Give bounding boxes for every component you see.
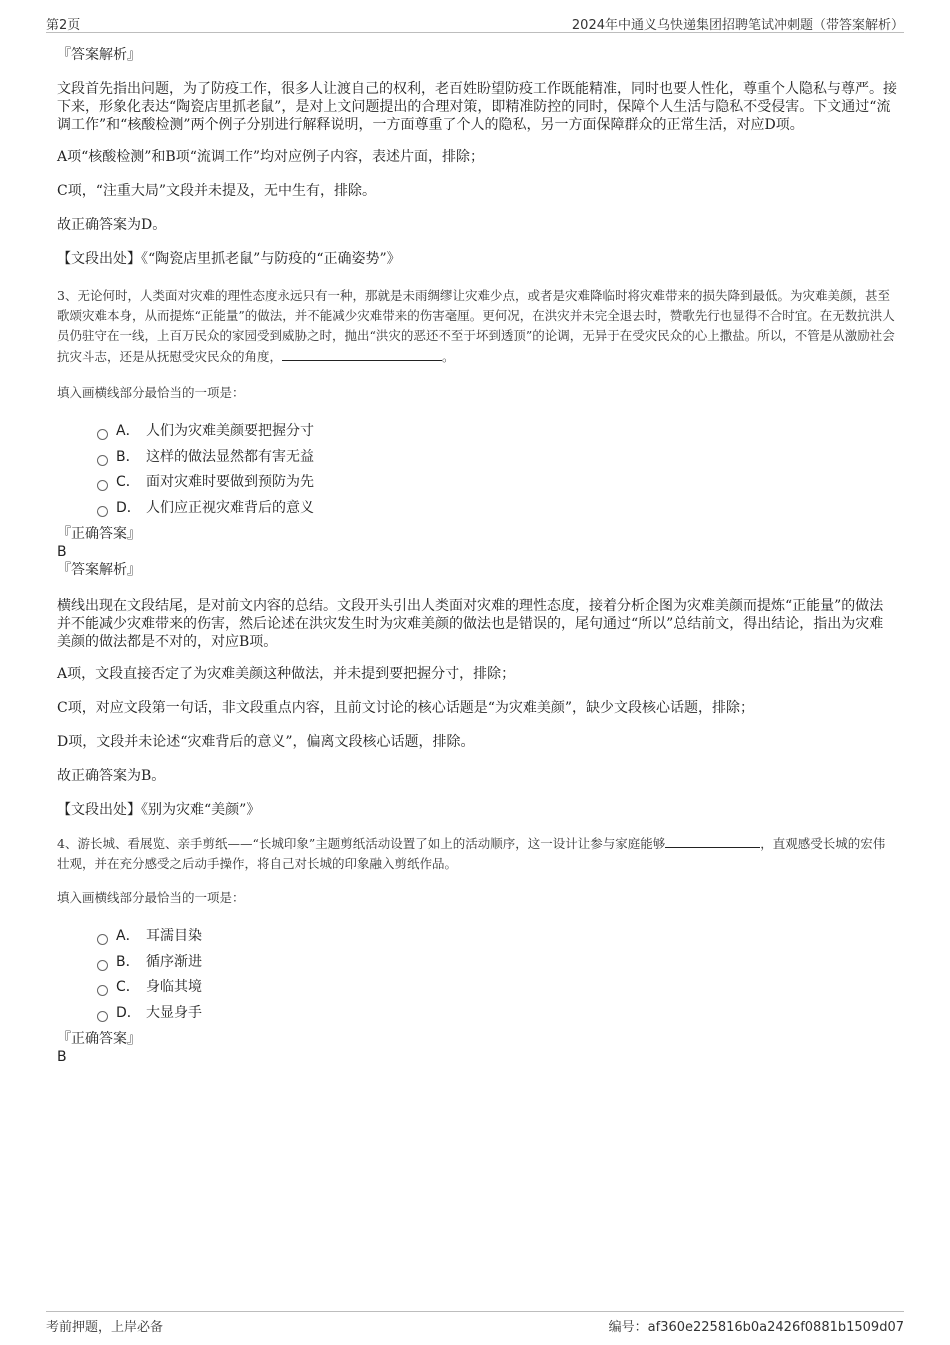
- option-text: 人们应正视灾难背后的意义: [146, 499, 314, 516]
- analysis-conclusion: 故正确答案为B。: [57, 768, 166, 784]
- option-letter: C．: [116, 474, 140, 490]
- option-c[interactable]: [97, 975, 897, 1001]
- analysis-label: 『答案解析』: [57, 47, 141, 63]
- option-letter: A．: [116, 928, 140, 944]
- option-a[interactable]: [97, 419, 897, 445]
- option-letter: B．: [116, 448, 140, 465]
- option-c[interactable]: [97, 470, 897, 496]
- option-letter: D．: [116, 499, 141, 516]
- option-text: 这样的做法显然都有害无益: [146, 448, 314, 465]
- question-3-stem: [57, 286, 897, 367]
- radio-button[interactable]: [97, 429, 108, 440]
- option-text: 人们为灾难美颜要把握分寸: [146, 423, 314, 439]
- radio-button[interactable]: [97, 960, 108, 971]
- page-footer: [46, 1311, 904, 1334]
- question-3-end: 。: [442, 349, 455, 364]
- question-4-prompt: 填入画横线部分最恰当的一项是：: [57, 890, 245, 905]
- option-letter: C．: [116, 979, 140, 995]
- analysis-text: 文段首先指出问题，为了防疫工作，很多人让渡自己的权利，老百姓盼望防疫工作既能精准，同时也要人性化，尊重个人隐私与尊严。接下来，形象化表达“陶瓷店里抓老鼠”，是对上文问题提出的合理对策，即精准防控的同时，保障个人生活与隐私不受侵害。下文通过“流调工作”和“核酸检测”两个例子分别进行解释说明，一方面尊重了个人的隐私，另一方面保障群众的正常生活，对应D项。: [57, 81, 897, 133]
- question-3-text: 3、无论何时，人类面对灾难的理性态度永远只有一种，那就是未雨绸缪让灾难少点，或者是灾难降临时将灾难带来的损失降到最低。为灾难美颜，甚至歌颂灾难本身，从而提炼“正能量”的做法，并不能减少灾难带来的伤害毫厘。更何况，在洪灾并未完全退去时，赞歌先行也显得不合时宜。在无数抗洪人员仍驻守在一线，上百万民众的家园受到威胁之时，抛出“洪灾的恶还不至于坏到透顶”的论调，无异于在受灾民众的心上撒盐。所以，不管是从激励社会抗灾斗志，还是从抚慰受灾民众的角度，: [57, 288, 895, 364]
- document-title: 2024年中通义乌快递集团招聘笔试冲刺题（带答案解析）: [571, 18, 904, 33]
- analysis-point-a: A项，文段直接否定了为灾难美颜这种做法，并未提到要把握分寸，排除；: [57, 666, 516, 682]
- radio-button[interactable]: [97, 1011, 108, 1022]
- question-3-blank: [282, 346, 442, 361]
- page-number: 第2页: [46, 18, 81, 33]
- option-text: 耳濡目染: [146, 928, 202, 944]
- question-4-text-end: ，直观感受长城的宏伟壮观，并在充分感受之后动手操作，将自己对长城的印象融入剪纸作品。: [57, 836, 886, 871]
- analysis-label: 『答案解析』: [57, 562, 141, 578]
- document-code: [609, 1316, 904, 1335]
- page-header: [46, 12, 904, 33]
- option-letter: D．: [116, 1004, 141, 1021]
- question-3-prompt: 填入画横线部分最恰当的一项是：: [57, 385, 245, 400]
- option-b[interactable]: [97, 950, 897, 976]
- analysis-text: 横线出现在文段结尾，是对前文内容的总结。文段开头引出人类面对灾难的理性态度，接着分析企图为灾难美颜而提炼“正能量”的做法并不能减少灾难带来的伤害，然后论述在洪灾发生时为灾难美颜的做法也是错误的，尾句通过“所以”总结前文，得出结论，指出为灾难美颜的做法都是不对的，对应B项。: [57, 598, 884, 650]
- correct-answer-label: 『正确答案』: [57, 1031, 141, 1047]
- option-text: 大显身手: [146, 1004, 202, 1021]
- question-4-stem: [57, 833, 897, 874]
- correct-answer-label: 『正确答案』: [57, 526, 141, 542]
- radio-button[interactable]: [97, 934, 108, 945]
- option-letter: B．: [116, 953, 140, 970]
- analysis-point-c: C项，“注重大局”文段并未提及，无中生有，排除。: [57, 183, 377, 199]
- footer-slogan: 考前押题，上岸必备: [46, 1320, 164, 1335]
- radio-button[interactable]: [97, 506, 108, 517]
- radio-button[interactable]: [97, 455, 108, 466]
- analysis-point-a: A项“核酸检测”和B项“流调工作”均对应例子内容，表述片面，排除；: [57, 149, 485, 165]
- question-4-blank: [665, 833, 760, 848]
- option-b[interactable]: [97, 445, 897, 471]
- analysis-point-d: D项，文段并未论述“灾难背后的意义”，偏离文段核心话题，排除。: [57, 734, 475, 750]
- question-4-options: [57, 924, 897, 1026]
- option-text: 身临其境: [146, 979, 202, 995]
- option-letter: A．: [116, 423, 140, 439]
- option-a[interactable]: [97, 924, 897, 950]
- option-text: 循序渐进: [146, 953, 202, 970]
- page-content: [57, 46, 897, 1066]
- correct-answer: B: [57, 1049, 67, 1065]
- document-code-value: af360e225816b0a2426f0881b1509d07: [647, 1320, 904, 1335]
- document-code-label: 编号：: [608, 1320, 648, 1335]
- option-text: 面对灾难时要做到预防为先: [146, 474, 314, 490]
- question-4-text: 4、游长城、看展览、亲手剪纸——“长城印象”主题剪纸活动设置了如上的活动顺序，这一设计让参与家庭能够: [57, 836, 666, 851]
- analysis-conclusion: 故正确答案为D。: [57, 217, 167, 233]
- correct-answer: B: [57, 544, 67, 560]
- radio-button[interactable]: [97, 985, 108, 996]
- option-d[interactable]: [97, 1001, 897, 1027]
- passage-source: 【文段出处】《别为灾难“美颜”》: [57, 802, 261, 818]
- option-d[interactable]: [97, 496, 897, 522]
- question-3-options: [57, 419, 897, 521]
- passage-source: 【文段出处】《“陶瓷店里抓老鼠”与防疫的“正确姿势”》: [57, 251, 401, 267]
- radio-button[interactable]: [97, 480, 108, 491]
- analysis-point-c: C项，对应文段第一句话，非文段重点内容，且前文讨论的核心话题是“为灾难美颜”，缺少文段核心话题，排除；: [57, 700, 755, 716]
